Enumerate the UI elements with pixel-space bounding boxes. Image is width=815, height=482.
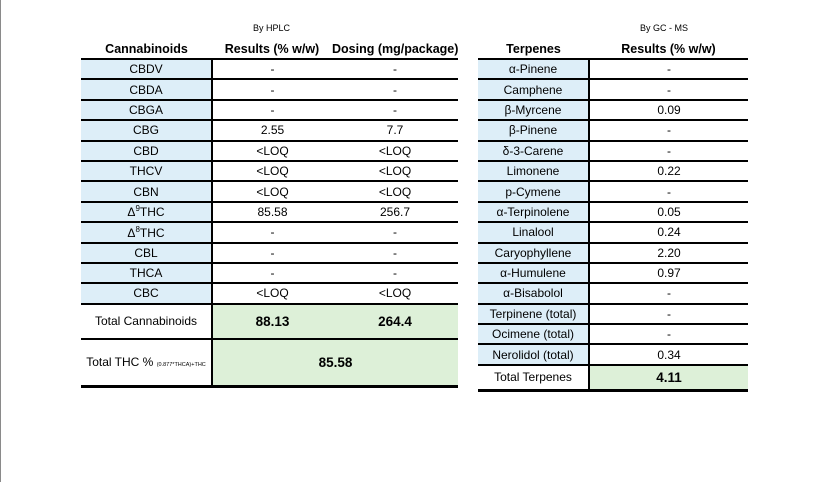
cannabinoid-dosing: 7.7 [332,120,458,140]
total-cannabinoids-label: Total Cannabinoids [81,304,212,339]
cannabinoid-results-header: Results (% w/w) [212,40,332,59]
terpene-result: - [589,283,748,303]
total-thc-formula: (0.877*THCA)+THC [156,362,206,369]
cannabinoid-result: 85.58 [212,202,332,222]
cannabinoid-result: - [212,243,332,263]
total-thc-label-text: Total THC % [86,355,154,370]
cannabinoid-dosing: <LOQ [332,283,458,303]
terpene-result: 2.20 [589,243,748,263]
terpene-name: Camphene [478,79,589,99]
total-terpenes-value: 4.11 [589,365,748,391]
terpene-name: β-Pinene [478,120,589,140]
cannabinoid-dosing: - [332,100,458,120]
terpene-result: - [589,141,748,161]
cannabinoid-dosing: - [332,79,458,99]
terpenes-header-row [478,40,748,59]
table-row [81,161,458,181]
cannabinoid-dosing: <LOQ [332,161,458,181]
table-row [81,181,458,201]
terpene-results-header: Results (% w/w) [589,40,748,59]
table-row [81,222,458,242]
terpene-name: Terpinene (total) [478,304,589,324]
delta-symbol: Δ [127,225,136,240]
terpene-name: α-Pinene [478,59,589,79]
terpene-name: Nerolidol (total) [478,344,589,364]
terpene-name: Limonene [478,161,589,181]
table-row [478,141,748,161]
table-row [478,181,748,201]
cannabinoids-header: Cannabinoids [81,40,212,59]
table-row [478,222,748,242]
cannabinoid-dosing: 256.7 [332,202,458,222]
terpene-result: 0.22 [589,161,748,181]
cannabinoid-result: - [212,59,332,79]
table-row [478,59,748,79]
cannabinoid-name: CBDV [81,59,212,79]
terpene-result: - [589,324,748,344]
table-row [478,283,748,303]
terpene-result: - [589,120,748,140]
terpene-result: 0.97 [589,263,748,283]
cannabinoid-dosing-header: Dosing (mg/package) [332,40,458,59]
table-row [478,263,748,283]
cannabinoid-name: CBC [81,283,212,303]
terpene-result: 0.34 [589,344,748,364]
cannabinoid-name: CBGA [81,100,212,120]
cannabinoid-result: <LOQ [212,141,332,161]
cannabinoid-name: CBL [81,243,212,263]
isomer-superscript: 9 [135,204,140,214]
total-thc-value: 85.58 [212,339,458,387]
terpene-result: - [589,304,748,324]
cannabinoid-result: - [212,222,332,242]
table-row [81,141,458,161]
terpene-name: Ocimene (total) [478,324,589,344]
cannabinoid-name: CBD [81,141,212,161]
delta-symbol: Δ [127,205,136,220]
terpene-name: Caryophyllene [478,243,589,263]
cannabinoid-result: - [212,263,332,283]
table-row [478,79,748,99]
table-row [478,324,748,344]
total-thc-row [81,339,458,387]
cannabinoids-header-row [81,40,458,59]
table-row [81,263,458,283]
table-row [81,283,458,303]
terpene-result: 0.05 [589,202,748,222]
cannabinoid-dosing: - [332,59,458,79]
table-row [81,59,458,79]
terpene-name: p-Cymene [478,181,589,201]
terpene-result: - [589,79,748,99]
cannabinoid-dosing: - [332,263,458,283]
cannabinoid-name: THCV [81,161,212,181]
table-row [81,79,458,99]
table-row [81,120,458,140]
page-left-edge [0,0,1,482]
table-row [478,243,748,263]
cannabinoid-result: <LOQ [212,161,332,181]
terpene-name: β-Myrcene [478,100,589,120]
cannabinoid-name: CBDA [81,79,212,99]
table-row [81,100,458,120]
terpene-name: Linalool [478,222,589,242]
cannabinoids-table [81,40,458,388]
gcms-caption: By GC - MS [640,23,689,33]
terpenes-table [478,40,748,392]
cannabinoid-name-text: THC [139,225,165,240]
terpene-result: - [589,59,748,79]
cannabinoid-name: THCA [81,263,212,283]
table-row [478,304,748,324]
terpene-name: α-Terpinolene [478,202,589,222]
terpene-result: - [589,181,748,201]
table-row [478,120,748,140]
cannabinoid-dosing: - [332,243,458,263]
cannabinoid-dosing: <LOQ [332,181,458,201]
total-cannabinoids-row [81,304,458,339]
terpene-result: 0.24 [589,222,748,242]
isomer-superscript: 8 [135,224,140,234]
total-terpenes-label: Total Terpenes [478,365,589,391]
cannabinoid-result: 2.55 [212,120,332,140]
cannabinoid-result: - [212,79,332,99]
table-row [81,243,458,263]
cannabinoid-name [81,222,212,242]
total-thc-label [81,339,212,387]
cannabinoid-result: <LOQ [212,283,332,303]
cannabinoid-name-text: THC [139,205,165,220]
cannabinoid-name [81,202,212,222]
hplc-caption: By HPLC [253,23,291,33]
cannabinoid-name: CBG [81,120,212,140]
table-row [478,202,748,222]
terpene-name: δ-3-Carene [478,141,589,161]
terpene-name: α-Bisabolol [478,283,589,303]
table-row [81,202,458,222]
cannabinoid-name: CBN [81,181,212,201]
total-cannabinoids-result: 88.13 [212,304,332,339]
total-terpenes-row [478,365,748,391]
table-row [478,344,748,364]
table-row [478,161,748,181]
terpenes-header: Terpenes [478,40,589,59]
terpene-name: α-Humulene [478,263,589,283]
table-row [478,100,748,120]
terpene-result: 0.09 [589,100,748,120]
total-cannabinoids-dosing: 264.4 [332,304,458,339]
cannabinoid-dosing: <LOQ [332,141,458,161]
cannabinoid-result: <LOQ [212,181,332,201]
cannabinoid-dosing: - [332,222,458,242]
cannabinoid-result: - [212,100,332,120]
